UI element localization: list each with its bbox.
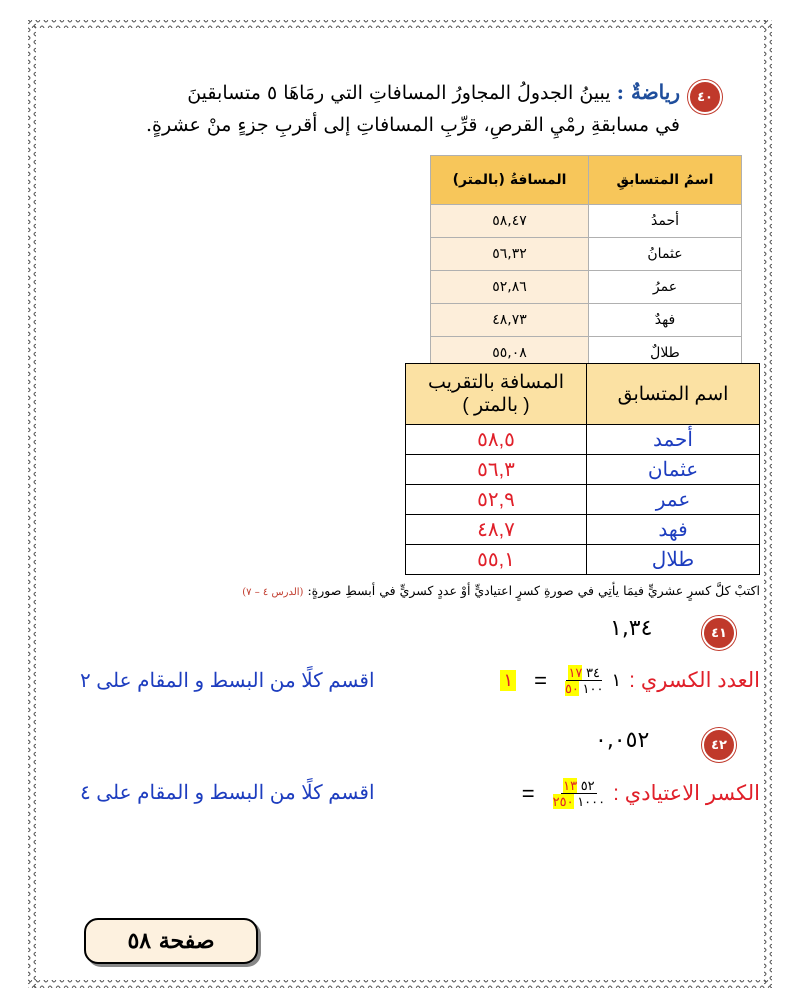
fraction-denominator bbox=[565, 681, 604, 696]
row-value: ٥٥,١ bbox=[406, 545, 587, 575]
original-denominator: ١٠٠ bbox=[582, 681, 604, 696]
question-42-answer bbox=[512, 778, 760, 809]
page-number: صفحة ٥٨ bbox=[84, 918, 258, 964]
fraction bbox=[565, 665, 604, 696]
question-title: رياضةٌ : bbox=[616, 80, 680, 104]
reduced-denominator: ٥٠ bbox=[564, 681, 579, 696]
rounded-distances-table bbox=[405, 363, 760, 575]
question-text-line1: يبينُ الجدولُ المجاورُ المسافاتِ التي رمَاهَا ٥ متسابقينَ bbox=[187, 82, 611, 104]
row-value: ٥٢,٩ bbox=[406, 485, 587, 515]
row-name: عمر bbox=[587, 485, 760, 515]
row-value: ٥٨,٥ bbox=[406, 425, 587, 455]
row-value: ٤٨,٧٣ bbox=[431, 304, 589, 337]
question-40-line1 bbox=[120, 80, 680, 104]
table-row bbox=[406, 545, 760, 575]
row-name: أحمدُ bbox=[589, 205, 742, 238]
row-name: عثمانُ bbox=[589, 238, 742, 271]
table-row bbox=[406, 425, 760, 455]
row-name: عثمان bbox=[587, 455, 760, 485]
reduced-numerator: ١٧ bbox=[568, 665, 583, 680]
question-number-badge: ٤١ bbox=[702, 616, 736, 650]
row-name: أحمد bbox=[587, 425, 760, 455]
question-42-value: ٠,٠٥٢ bbox=[595, 728, 650, 753]
header-distance: المسافةُ (بالمتر) bbox=[431, 156, 589, 205]
original-numerator: ٣٤ bbox=[586, 665, 600, 680]
row-name: عمرُ bbox=[589, 271, 742, 304]
question-40-line2: في مسابقةِ رمْيِ القرصِ، قرِّبِ المسافاتِ إلى أقربِ جزءٍ منْ عشرةٍ. bbox=[146, 114, 680, 136]
row-value: ٥٦,٣٢ bbox=[431, 238, 589, 271]
header-line1: المسافة بالتقريب bbox=[428, 372, 564, 393]
table-row bbox=[406, 455, 760, 485]
row-value: ٥٨,٤٧ bbox=[431, 205, 589, 238]
row-name: طلال bbox=[587, 545, 760, 575]
table-row bbox=[406, 485, 760, 515]
q42-hint: اقسم كلًا من البسط و المقام على ٤ bbox=[80, 782, 375, 804]
table-row bbox=[431, 271, 742, 304]
question-41-answer bbox=[500, 665, 760, 696]
row-value: ٤٨,٧ bbox=[406, 515, 587, 545]
row-name: فهدٌ bbox=[589, 304, 742, 337]
lesson-reference: (الدرس ٤ – ٧) bbox=[242, 587, 304, 598]
header-line2: ( بالمتر ) bbox=[462, 395, 530, 416]
table-row bbox=[431, 238, 742, 271]
answer-whole: ١ bbox=[500, 670, 516, 691]
header-name: اسمُ المتسابقِ bbox=[589, 156, 742, 205]
row-name: طلالٌ bbox=[589, 337, 742, 370]
table-row bbox=[406, 515, 760, 545]
fraction bbox=[553, 778, 606, 809]
instruction-line bbox=[30, 583, 760, 598]
common-fraction-label: الكسر الاعتيادي : bbox=[613, 782, 760, 805]
question-number-badge: ٤٠ bbox=[688, 80, 722, 114]
whole-part: ١ bbox=[611, 670, 622, 690]
table-row bbox=[431, 304, 742, 337]
reduced-numerator: ١٣ bbox=[563, 778, 578, 793]
equals-sign: = bbox=[521, 780, 535, 806]
question-41-value: ١,٣٤ bbox=[610, 616, 653, 641]
table-row bbox=[431, 205, 742, 238]
fraction-numerator bbox=[566, 665, 602, 681]
q41-hint: اقسم كلًا من البسط و المقام على ٢ bbox=[80, 670, 375, 692]
original-numerator: ٥٢ bbox=[580, 778, 595, 793]
row-value: ٥٦,٣ bbox=[406, 455, 587, 485]
header-rounded-distance bbox=[406, 364, 587, 425]
row-name: فهد bbox=[587, 515, 760, 545]
mixed-number-label: العدد الكسري : bbox=[629, 669, 760, 692]
reduced-denominator: ٢٥٠ bbox=[552, 794, 574, 809]
equals-sign: = bbox=[534, 667, 547, 693]
question-number-badge: ٤٢ bbox=[702, 728, 736, 762]
fraction-numerator bbox=[561, 778, 597, 794]
distances-table bbox=[430, 155, 742, 370]
original-denominator: ١٠٠٠ bbox=[577, 794, 606, 809]
header-name: اسم المتسابق bbox=[587, 364, 760, 425]
row-value: ٥٢,٨٦ bbox=[431, 271, 589, 304]
instruction-text: اكتبْ كلَّ كسرٍ عشريٍّ فيمَا يأتِي في صورةِ كسرٍ اعتياديٍّ أوْ عددٍ كسريٍّ في أبسطِ صورةٍ: bbox=[307, 583, 760, 598]
row-value: ٥٥,٠٨ bbox=[431, 337, 589, 370]
fraction-denominator bbox=[553, 794, 606, 809]
